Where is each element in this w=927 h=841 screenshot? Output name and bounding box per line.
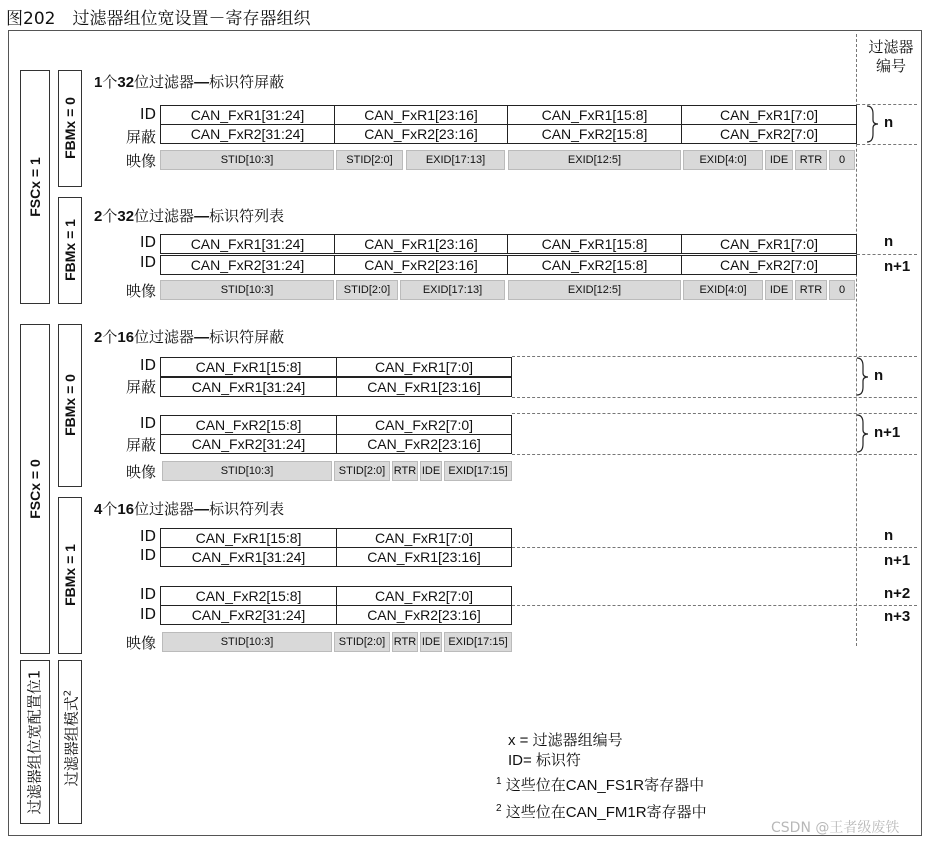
register-cell: CAN_FxR1[31:24] [161,548,337,566]
section-4-cn2: 位过滤器 [134,500,195,518]
map-field: RTR [795,280,827,300]
register-row [160,415,512,435]
footnote-1-mark: 1 [496,776,502,787]
fsc1-label: FSCx = 1 [27,157,43,217]
register-cell: CAN_FxR1[15:8] [161,529,337,547]
row-label-mask: 屏蔽 [125,128,156,146]
map-field: EXID[12:5] [508,150,681,170]
fbm0-label-16: FBMx = 0 [62,374,78,436]
map-field: STID[10:3] [160,150,334,170]
filter-number-header [860,38,922,76]
map-field: STID[10:3] [160,280,334,300]
section-3-desc: 标识符屏蔽 [209,328,285,346]
fbm-caption [61,665,80,811]
map-field: EXID[17:15] [444,632,512,652]
map-field: IDE [420,632,442,652]
register-cell: CAN_FxR1[15:8] [508,106,682,124]
note-x-definition: x = 过滤器组编号 [508,732,623,749]
register-cell: CAN_FxR1[31:24] [161,378,337,396]
section-4-count: 4 [94,501,103,518]
register-row [160,377,512,397]
register-cell: CAN_FxR2[15:8] [508,256,682,274]
register-cell: CAN_FxR2[31:24] [161,256,335,274]
register-cell: CAN_FxR2[23:16] [367,436,481,452]
register-row [160,528,512,548]
row-label-map: 映像 [125,463,156,481]
section-1-cn1: 个 [102,73,118,91]
register-cell: CAN_FxR1[23:16] [367,549,481,565]
section-title-1 [94,71,284,92]
row-label-id: ID [140,527,156,545]
filter-number: n+1 [884,552,911,569]
section-1-cn2: 位过滤器 [134,73,195,91]
row-label-mask: 屏蔽 [125,436,156,454]
footnote-2 [496,801,707,822]
section-title-3 [94,326,284,347]
section-1-bits: 32 [117,74,135,91]
register-cell: CAN_FxR2[23:16] [367,607,481,623]
section-3-bits: 16 [117,329,135,346]
group-divider [512,454,917,455]
section-title-4 [94,498,284,519]
fbm0-label-32: FBMx = 0 [62,97,78,159]
section-3-cn1: 个 [102,328,118,346]
group-divider [512,397,917,398]
register-cell: CAN_FxR2[31:24] [161,435,337,453]
section-2-dash: — [194,208,210,225]
group-divider [512,605,917,606]
map-field: STID[2:0] [334,632,390,652]
figure-title: 图202 过滤器组位宽设置－寄存器组织 [6,9,311,29]
register-cell: CAN_FxR2[7:0] [374,417,474,433]
map-field: IDE [765,150,793,170]
row-label-id: ID [140,253,156,271]
map-field: STID[2:0] [336,280,398,300]
footnote-1-text: 这些位在CAN_FS1R寄存器中 [505,777,705,794]
section-3-dash: — [194,329,210,346]
register-row [160,547,512,567]
register-cell: CAN_FxR1[7:0] [374,530,474,546]
fbm-caption-sup: 2 [62,689,74,697]
section-title-2 [94,205,284,226]
row-label-id: ID [140,414,156,432]
row-label-mask: 屏蔽 [125,378,156,396]
row-label-id: ID [140,546,156,564]
map-field: STID[2:0] [336,150,403,170]
filter-number: n [874,367,884,384]
register-cell: CAN_FxR2[23:16] [335,125,508,143]
section-3-count: 2 [94,329,103,346]
fbm1-label-16: FBMx = 1 [62,544,78,606]
register-row [160,357,512,377]
footnote-1 [496,774,704,795]
register-cell: CAN_FxR1[7:0] [719,236,819,252]
filter-number-header-line1: 过滤器 [868,38,914,56]
section-4-dash: — [194,501,210,518]
register-row [160,255,857,275]
section-1-count: 1 [94,74,103,91]
register-row [160,605,512,625]
filter-number-header-line2: 编号 [875,57,906,75]
map-field: EXID[17:13] [406,150,505,170]
fbm-caption-text: 过滤器组模式 [62,696,81,787]
filter-number: n+2 [884,585,911,602]
group-divider [857,144,917,145]
register-cell: CAN_FxR2[7:0] [374,588,474,604]
brace-icon [856,414,870,453]
row-label-id: ID [140,356,156,374]
filter-number: n [884,114,894,131]
section-4-cn1: 个 [102,500,118,518]
map-field: IDE [765,280,793,300]
filter-number: n+1 [874,424,901,441]
section-3-cn2: 位过滤器 [134,328,195,346]
row-label-id: ID [140,233,156,251]
row-label-map: 映像 [125,282,156,300]
register-cell: CAN_FxR1[7:0] [719,107,819,123]
register-cell: CAN_FxR1[15:8] [161,358,337,376]
register-row [160,234,857,254]
map-field: EXID[12:5] [508,280,681,300]
register-cell: CAN_FxR1[31:24] [161,106,335,124]
map-field: RTR [795,150,827,170]
map-field: EXID[17:13] [400,280,505,300]
row-label-id: ID [140,585,156,603]
filter-number: n [884,527,894,544]
section-2-cn1: 个 [102,207,118,225]
register-cell: CAN_FxR1[23:16] [335,235,508,253]
section-4-desc: 标识符列表 [209,500,285,518]
register-cell: CAN_FxR2[31:24] [161,606,337,624]
register-cell: CAN_FxR1[31:24] [161,235,335,253]
section-1-dash: — [194,74,210,91]
row-label-map: 映像 [125,152,156,170]
register-cell: CAN_FxR2[15:8] [508,125,682,143]
map-field: RTR [392,461,418,481]
map-field: EXID[4:0] [683,280,763,300]
row-label-id: ID [140,105,156,123]
register-cell: CAN_FxR1[7:0] [374,359,474,375]
map-field: EXID[17:15] [444,461,512,481]
row-label-id: ID [140,605,156,623]
section-2-bits: 32 [117,208,135,225]
register-cell: CAN_FxR2[7:0] [719,257,819,273]
filter-number: n+3 [884,608,911,625]
section-4-bits: 16 [117,501,135,518]
register-cell: CAN_FxR2[7:0] [719,126,819,142]
register-cell: CAN_FxR2[15:8] [161,587,337,605]
footnote-2-mark: 2 [496,803,502,814]
fsc0-label: FSCx = 0 [27,459,43,519]
group-divider [857,254,917,255]
filter-number: n [884,233,894,250]
map-field: STID[10:3] [162,632,332,652]
map-field: 0 [829,150,855,170]
fbm1-label-32: FBMx = 1 [62,219,78,281]
register-row [160,434,512,454]
map-field: STID[2:0] [334,461,390,481]
fsc-caption: 过滤器组位宽配置位1 [25,669,44,815]
brace-icon [866,105,880,143]
section-2-count: 2 [94,208,103,225]
brace-icon [856,357,870,396]
register-row [160,586,512,606]
filter-number: n+1 [884,258,911,275]
section-1-desc: 标识符屏蔽 [209,73,285,91]
map-field: IDE [420,461,442,481]
register-cell: CAN_FxR1[23:16] [367,379,481,395]
register-cell: CAN_FxR1[23:16] [335,106,508,124]
register-cell: CAN_FxR2[15:8] [161,416,337,434]
register-cell: CAN_FxR2[23:16] [335,256,508,274]
group-divider [512,547,917,548]
section-2-desc: 标识符列表 [209,207,285,225]
row-label-map: 映像 [125,634,156,652]
map-field: 0 [829,280,855,300]
note-id-definition: ID= 标识符 [508,752,581,769]
register-row [160,124,857,144]
section-2-cn2: 位过滤器 [134,207,195,225]
map-field: EXID[4:0] [683,150,763,170]
map-field: RTR [392,632,418,652]
map-field: STID[10:3] [162,461,332,481]
footnote-2-text: 这些位在CAN_FM1R寄存器中 [505,804,707,821]
watermark: CSDN @王者级废铁 [771,820,900,836]
register-row [160,105,857,125]
register-cell: CAN_FxR1[15:8] [508,235,682,253]
register-cell: CAN_FxR2[31:24] [161,125,335,143]
